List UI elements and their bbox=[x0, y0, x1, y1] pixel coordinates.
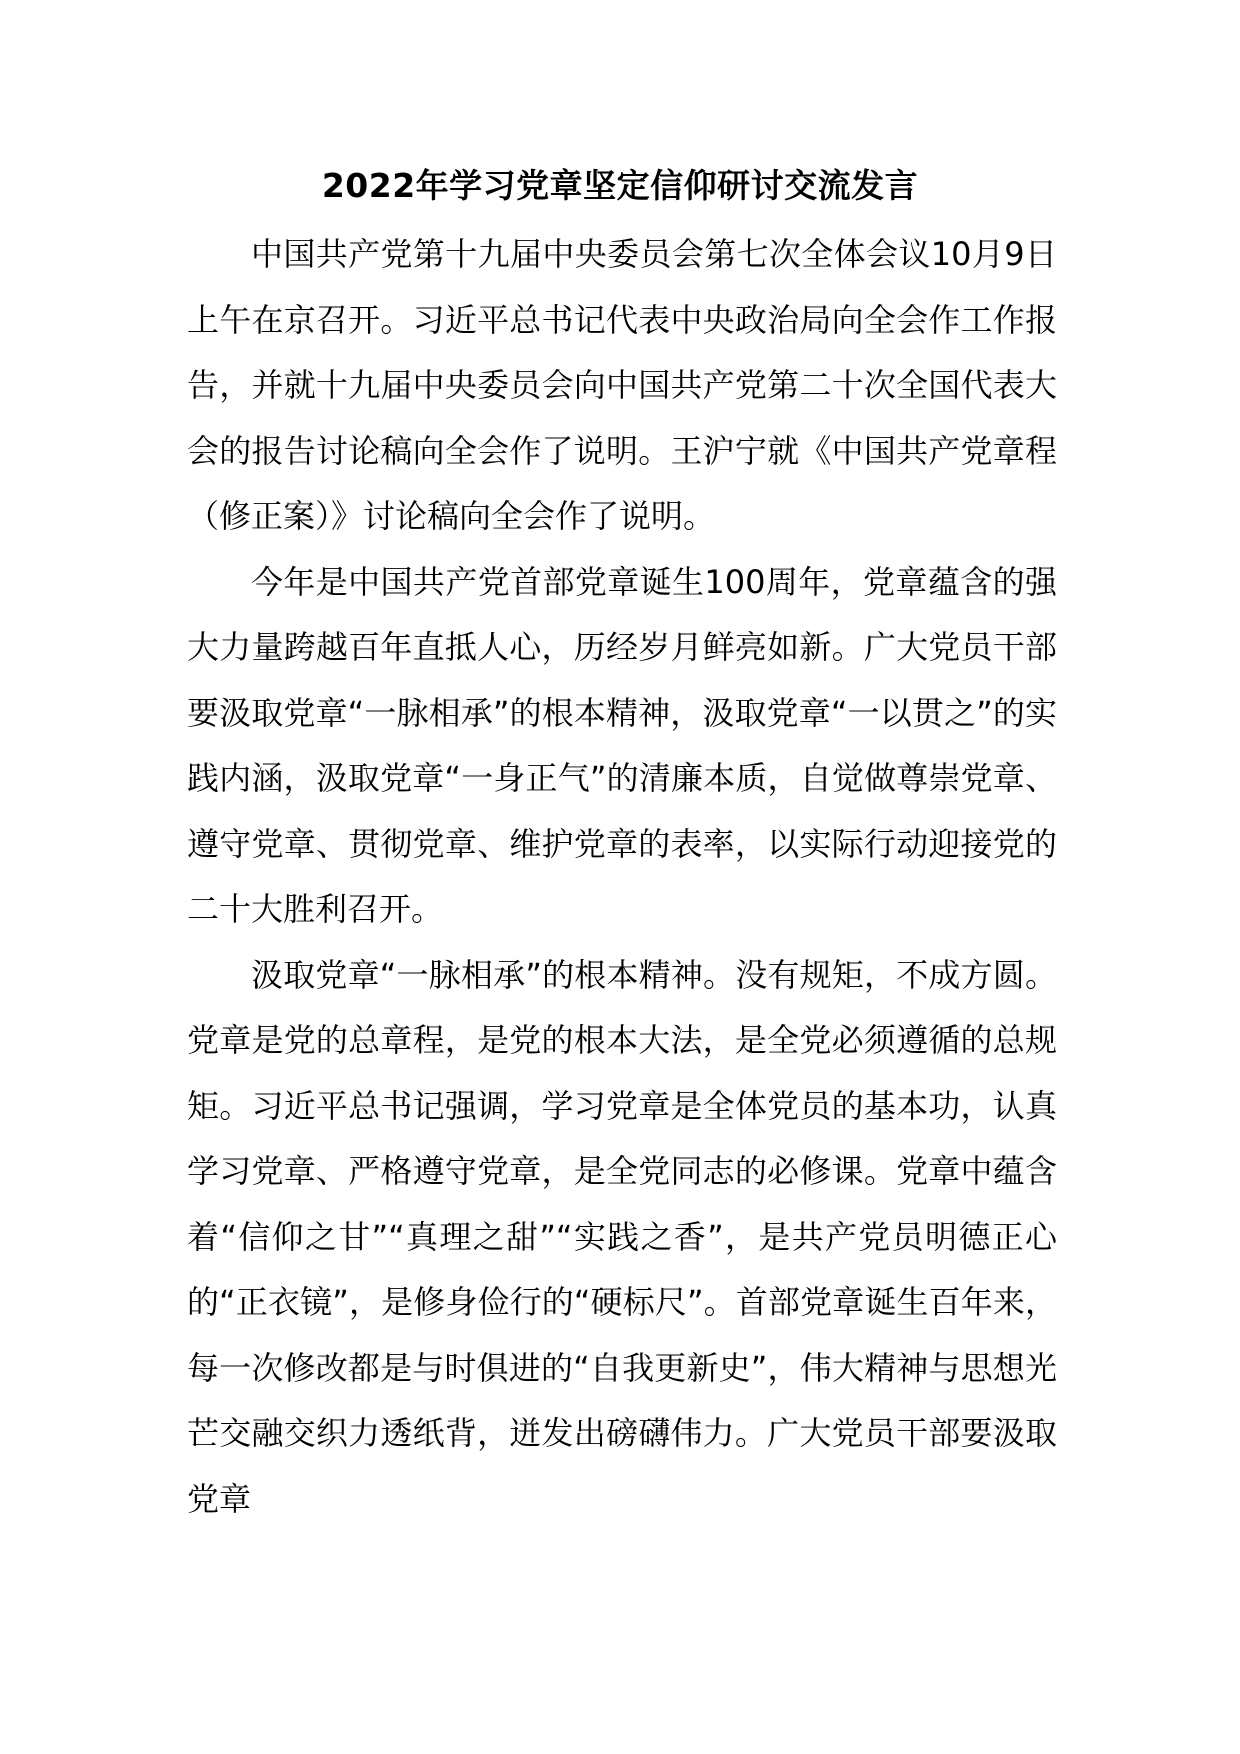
document-body bbox=[187, 222, 1057, 1532]
paragraph-3: 汲取党章“一脉相承”的根本精神。没有规矩，不成方圆。党章是党的总章程，是党的根本大法，是全党必须遵循的总规矩。习近平总书记强调，学习党章是全体党员的基本功，认真学习党章、严格遵守党章，是全党同志的必修课。党章中蕴含着“信仰之甘”“真理之甜”“实践之香”，是共产党员明德正心的“正衣镜”，是修身俭行的“硬标尺”。首部党章诞生百年来，每一次修改都是与时俱进的“自我更新史”，伟大精神与思想光芒交融交织力透纸背，迸发出磅礴伟力。广大党员干部要汲取党章 bbox=[187, 955, 1057, 1518]
paragraph-2: 今年是中国共产党首部党章诞生100周年，党章蕴含的强大力量跨越百年直抵人心，历经岁月鲜亮如新。广大党员干部要汲取党章“一脉相承”的根本精神，汲取党章“一以贯之”的实践内涵，汲取党章“一身正气”的清廉本质，自觉做尊崇党章、遵守党章、贯彻党章、维护党章的表率，以实际行动迎接党的二十大胜利召开。 bbox=[187, 562, 1057, 928]
paragraph-1: 中国共产党第十九届中央委员会第七次全体会议10月9日上午在京召开。习近平总书记代表中央政治局向全会作工作报告，并就十九届中央委员会向中国共产党第二十次全国代表大会的报告讨论稿向全会作了说明。王沪宁就《中国共产党章程（修正案）》讨论稿向全会作了说明。 bbox=[187, 235, 1057, 535]
document-title: 2022年学习党章坚定信仰研讨交流发言 bbox=[321, 166, 919, 205]
